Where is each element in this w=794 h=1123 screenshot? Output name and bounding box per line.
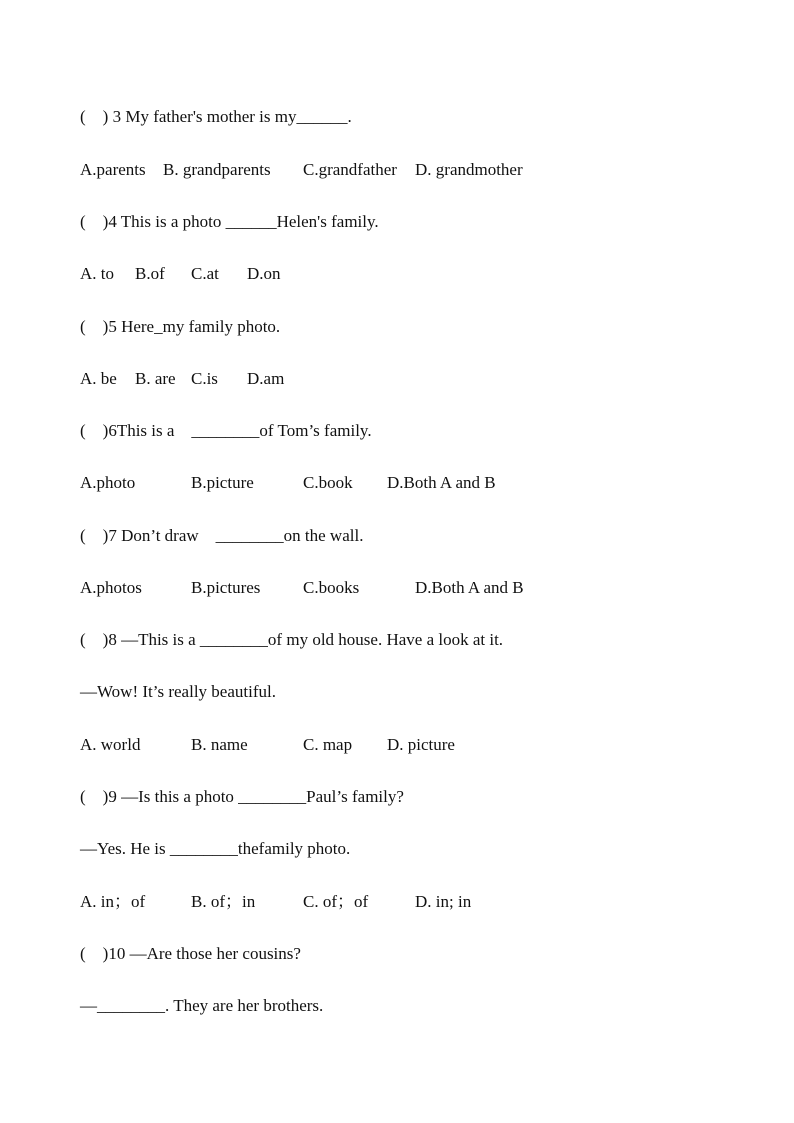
option-a: A.photo — [80, 473, 136, 492]
option-a: A.photos — [80, 578, 142, 597]
question-4-options — [80, 264, 760, 284]
option-a: A. to — [80, 264, 114, 283]
question-10-reply: —________. They are her brothers. — [80, 996, 324, 1015]
option-d: D.Both A and B — [415, 578, 524, 597]
question-8-reply: —Wow! It’s really beautiful. — [80, 682, 276, 701]
option-a: A. world — [80, 735, 141, 754]
option-b: B. name — [191, 735, 248, 754]
option-a: A. be — [80, 369, 117, 388]
option-a: A. in；of — [80, 892, 146, 911]
option-c: C.grandfather — [303, 160, 397, 179]
question-8-stem: ( )8 —This is a ________of my old house. Have a look at it. — [80, 630, 504, 649]
option-b: B.picture — [191, 473, 254, 492]
question-9-options — [80, 892, 760, 912]
option-c: C. of；of — [303, 892, 369, 911]
question-7-options — [80, 578, 760, 598]
question-3-options — [80, 160, 760, 180]
question-9-reply: —Yes. He is ________thefamily photo. — [80, 839, 351, 858]
option-c: C.is — [191, 369, 218, 388]
question-10-stem: ( )10 —Are those her cousins? — [80, 944, 301, 963]
question-9-stem: ( )9 —Is this a photo ________Paul’s family? — [80, 787, 404, 806]
question-5-options — [80, 369, 760, 389]
option-d: D. in; in — [415, 892, 472, 911]
option-c: C.books — [303, 578, 360, 597]
question-5-stem: ( )5 Here_my family photo. — [80, 317, 281, 336]
option-d: D.am — [247, 369, 285, 388]
option-c: C. map — [303, 735, 353, 754]
option-b: B. grandparents — [163, 160, 271, 179]
question-3-stem: ( ) 3 My father's mother is my______. — [80, 107, 352, 126]
question-7-stem: ( )7 Don’t draw ________on the wall. — [80, 526, 364, 545]
option-b: B. are — [135, 369, 176, 388]
question-4-stem: ( )4 This is a photo ______Helen's family. — [80, 212, 379, 231]
option-d: D.on — [247, 264, 281, 283]
option-b: B. of；in — [191, 892, 256, 911]
option-a: A.parents — [80, 160, 146, 179]
question-8-options — [80, 735, 760, 755]
option-c: C.book — [303, 473, 353, 492]
option-b: B.of — [135, 264, 165, 283]
option-b: B.pictures — [191, 578, 261, 597]
option-d: D. grandmother — [415, 160, 523, 179]
option-d: D.Both A and B — [387, 473, 496, 492]
question-6-options — [80, 473, 760, 493]
option-d: D. picture — [387, 735, 455, 754]
option-c: C.at — [191, 264, 219, 283]
question-6-stem: ( )6This is a ________of Tom’s family. — [80, 421, 372, 440]
